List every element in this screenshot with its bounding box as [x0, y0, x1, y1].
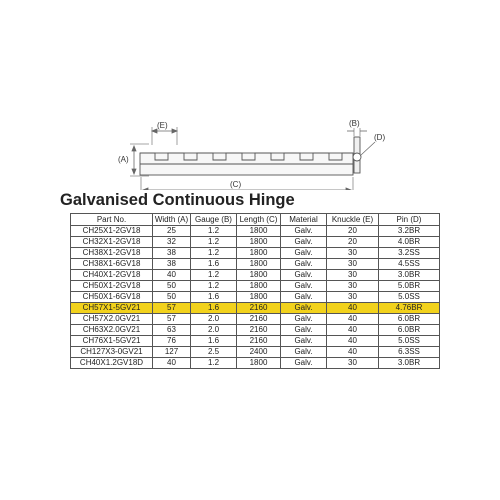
cell-width: 32	[153, 237, 191, 248]
cell-length: 2160	[237, 303, 281, 314]
cell-length: 1800	[237, 248, 281, 259]
cell-width: 57	[153, 303, 191, 314]
page-title: Galvanised Continuous Hinge	[60, 191, 295, 209]
cell-knuckle: 30	[327, 270, 379, 281]
cell-pin: 6.3SS	[379, 347, 440, 358]
cell-gauge: 1.6	[191, 303, 237, 314]
cell-width: 63	[153, 325, 191, 336]
cell-gauge: 1.6	[191, 336, 237, 347]
table-row	[71, 347, 440, 358]
cell-part-no: CH40X1-2GV18	[71, 270, 153, 281]
cell-gauge: 2.5	[191, 347, 237, 358]
cell-length: 1800	[237, 281, 281, 292]
cell-width: 127	[153, 347, 191, 358]
cell-part-no: CH38X1-2GV18	[71, 248, 153, 259]
table-row	[71, 226, 440, 237]
cell-knuckle: 40	[327, 347, 379, 358]
cell-gauge: 1.2	[191, 237, 237, 248]
cell-part-no: CH76X1-5GV21	[71, 336, 153, 347]
cell-pin: 5.0BR	[379, 281, 440, 292]
cell-width: 76	[153, 336, 191, 347]
cell-part-no: CH32X1-2GV18	[71, 237, 153, 248]
cell-knuckle: 40	[327, 314, 379, 325]
cell-knuckle: 40	[327, 303, 379, 314]
cell-material: Galv.	[281, 314, 327, 325]
table-row	[71, 281, 440, 292]
cell-material: Galv.	[281, 336, 327, 347]
cell-gauge: 2.0	[191, 314, 237, 325]
cell-knuckle: 30	[327, 358, 379, 369]
cell-width: 50	[153, 281, 191, 292]
header-part-no: Part No.	[71, 214, 153, 226]
cell-length: 2400	[237, 347, 281, 358]
spec-table	[70, 213, 440, 369]
table-row	[71, 259, 440, 270]
cell-gauge: 1.2	[191, 270, 237, 281]
cell-width: 50	[153, 292, 191, 303]
label-c: (C)	[230, 180, 242, 189]
cell-material: Galv.	[281, 281, 327, 292]
header-knuckle: Knuckle (E)	[327, 214, 379, 226]
cell-gauge: 1.2	[191, 248, 237, 259]
cell-knuckle: 20	[327, 226, 379, 237]
cell-material: Galv.	[281, 292, 327, 303]
cell-knuckle: 20	[327, 237, 379, 248]
cell-length: 2160	[237, 336, 281, 347]
cell-width: 25	[153, 226, 191, 237]
cell-part-no: CH63X2.0GV21	[71, 325, 153, 336]
cell-length: 1800	[237, 292, 281, 303]
cell-knuckle: 30	[327, 248, 379, 259]
cell-knuckle: 40	[327, 336, 379, 347]
table-row	[71, 248, 440, 259]
cell-material: Galv.	[281, 325, 327, 336]
cell-pin: 6.0BR	[379, 314, 440, 325]
cell-knuckle: 30	[327, 281, 379, 292]
header-width: Width (A)	[153, 214, 191, 226]
cell-knuckle: 30	[327, 292, 379, 303]
cell-gauge: 1.2	[191, 226, 237, 237]
hinge-dimension-drawing	[0, 0, 500, 190]
cell-length: 2160	[237, 314, 281, 325]
hinge-outline	[140, 137, 361, 175]
cell-material: Galv.	[281, 259, 327, 270]
cell-part-no: CH25X1-2GV18	[71, 226, 153, 237]
cell-pin: 4.0BR	[379, 237, 440, 248]
cell-part-no: CH40X1.2GV18D	[71, 358, 153, 369]
cell-gauge: 1.2	[191, 281, 237, 292]
label-a: (A)	[118, 155, 129, 164]
cell-width: 38	[153, 259, 191, 270]
cell-pin: 5.0SS	[379, 292, 440, 303]
header-pin: Pin (D)	[379, 214, 440, 226]
cell-width: 40	[153, 270, 191, 281]
cell-length: 1800	[237, 226, 281, 237]
cell-width: 40	[153, 358, 191, 369]
cell-material: Galv.	[281, 358, 327, 369]
cell-material: Galv.	[281, 226, 327, 237]
header-gauge: Gauge (B)	[191, 214, 237, 226]
cell-part-no: CH57X2.0GV21	[71, 314, 153, 325]
cell-material: Galv.	[281, 303, 327, 314]
table-row	[71, 303, 440, 314]
cell-gauge: 1.2	[191, 358, 237, 369]
cell-knuckle: 40	[327, 325, 379, 336]
table-row	[71, 358, 440, 369]
cell-part-no: CH127X3-0GV21	[71, 347, 153, 358]
table-row	[71, 270, 440, 281]
table-row	[71, 325, 440, 336]
cell-pin: 3.2SS	[379, 248, 440, 259]
cell-pin: 3.0BR	[379, 358, 440, 369]
cell-pin: 3.2BR	[379, 226, 440, 237]
cell-material: Galv.	[281, 270, 327, 281]
table-row	[71, 237, 440, 248]
table-row	[71, 314, 440, 325]
cell-length: 1800	[237, 270, 281, 281]
cell-part-no: CH38X1-6GV18	[71, 259, 153, 270]
cell-pin: 5.0SS	[379, 336, 440, 347]
cell-knuckle: 30	[327, 259, 379, 270]
header-length: Length (C)	[237, 214, 281, 226]
cell-gauge: 1.6	[191, 259, 237, 270]
table-header-row	[71, 214, 440, 226]
cell-pin: 4.5SS	[379, 259, 440, 270]
label-e: (E)	[157, 121, 168, 130]
cell-length: 2160	[237, 325, 281, 336]
label-d: (D)	[374, 133, 386, 142]
cell-width: 38	[153, 248, 191, 259]
cell-pin: 3.0BR	[379, 270, 440, 281]
cell-length: 1800	[237, 237, 281, 248]
cell-pin: 4.76BR	[379, 303, 440, 314]
header-material: Material	[281, 214, 327, 226]
cell-material: Galv.	[281, 237, 327, 248]
table-row	[71, 292, 440, 303]
cell-pin: 6.0BR	[379, 325, 440, 336]
cell-material: Galv.	[281, 248, 327, 259]
cell-gauge: 1.6	[191, 292, 237, 303]
cell-width: 57	[153, 314, 191, 325]
cell-part-no: CH50X1-2GV18	[71, 281, 153, 292]
table-row	[71, 336, 440, 347]
cell-part-no: CH57X1-5GV21	[71, 303, 153, 314]
cell-part-no: CH50X1-6GV18	[71, 292, 153, 303]
cell-length: 1800	[237, 259, 281, 270]
cell-gauge: 2.0	[191, 325, 237, 336]
cell-length: 1800	[237, 358, 281, 369]
cell-material: Galv.	[281, 347, 327, 358]
label-b: (B)	[349, 119, 360, 128]
